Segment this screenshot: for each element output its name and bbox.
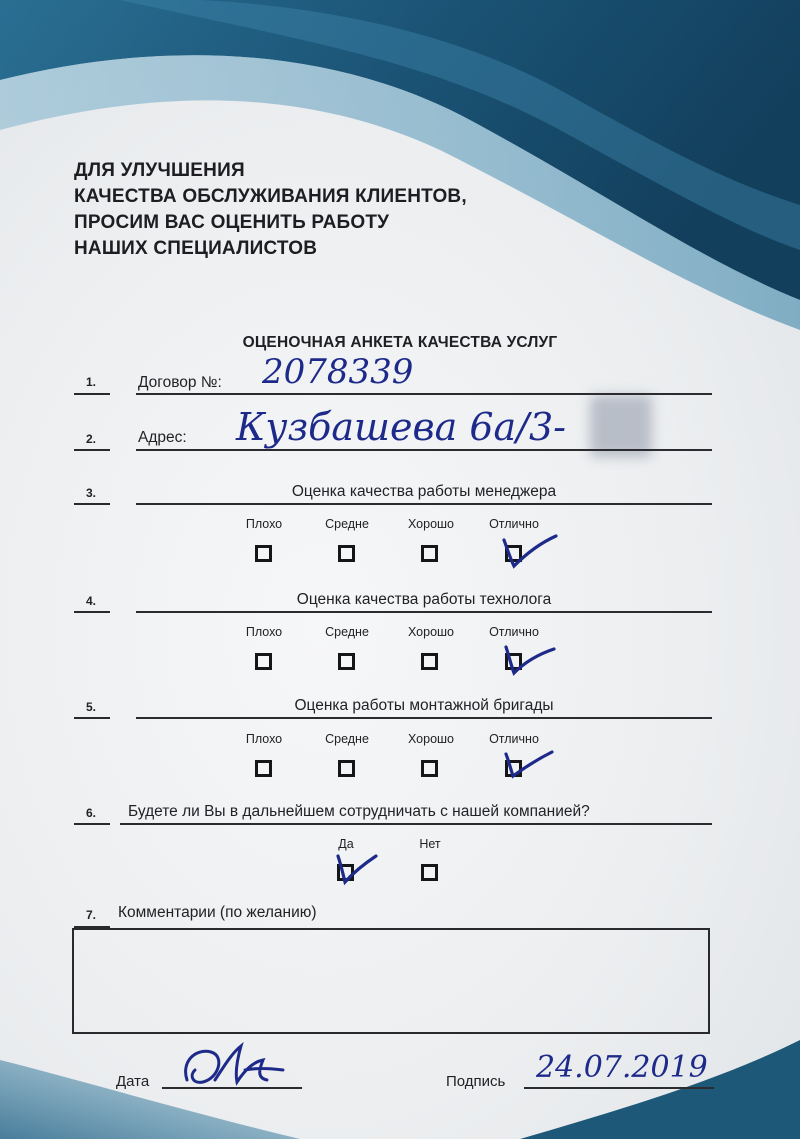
- option-label: Отлично: [489, 625, 539, 639]
- date-label: Дата: [116, 1073, 150, 1090]
- section-line: [136, 503, 712, 505]
- item-number: 2.: [85, 432, 96, 446]
- form-header: [74, 158, 467, 262]
- check-mark-icon: [498, 742, 560, 784]
- header-line: ПРОСИМ ВАС ОЦЕНИТЬ РАБОТУ: [74, 212, 390, 233]
- option-label: Отлично: [489, 732, 539, 746]
- number-underline: [74, 393, 110, 395]
- option-label: Да: [338, 837, 354, 851]
- form-title: ОЦЕНОЧНАЯ АНКЕТА КАЧЕСТВА УСЛУГ: [242, 334, 558, 351]
- number-underline: [74, 611, 110, 613]
- signature-line: [524, 1087, 714, 1089]
- contract-line: [136, 393, 712, 395]
- checkbox-poor[interactable]: [255, 653, 272, 670]
- signature-label: Подпись: [446, 1073, 506, 1090]
- signature-field[interactable]: 24.07.2019: [536, 1050, 708, 1085]
- header-line: ДЛЯ УЛУЧШЕНИЯ: [74, 160, 245, 181]
- number-underline: [74, 503, 110, 505]
- checkbox-good[interactable]: [421, 545, 438, 562]
- section-title-technologist: Оценка качества работы технолога: [296, 591, 552, 608]
- address-line: [136, 449, 712, 451]
- checkbox-average[interactable]: [338, 760, 355, 777]
- section-title-manager: Оценка качества работы менеджера: [291, 483, 557, 500]
- redacted-area: [590, 395, 652, 457]
- header-line: КАЧЕСТВА ОБСЛУЖИВАНИЯ КЛИЕНТОВ,: [74, 186, 467, 207]
- address-label: Адрес:: [138, 429, 187, 446]
- header-line: НАШИХ СПЕЦИАЛИСТОВ: [74, 238, 318, 259]
- option-label: Плохо: [245, 517, 283, 531]
- option-label: Средне: [325, 625, 369, 639]
- check-mark-icon: [330, 846, 382, 888]
- item-number: 7.: [85, 908, 96, 922]
- option-label: Хорошо: [407, 517, 455, 531]
- number-underline: [74, 823, 110, 825]
- section-title-installation-team: Оценка работы монтажной бригады: [294, 697, 554, 714]
- contract-label: Договор №:: [138, 374, 222, 391]
- option-label: Средне: [325, 732, 369, 746]
- item-number: 1.: [85, 375, 96, 389]
- item-number: 6.: [85, 806, 96, 820]
- address-field[interactable]: Кузбашева 6а/3-: [236, 405, 567, 449]
- comments-field[interactable]: [72, 928, 710, 1034]
- section-line: [136, 717, 712, 719]
- contract-number-field[interactable]: 2078339: [262, 352, 414, 392]
- checkbox-no[interactable]: [421, 864, 438, 881]
- option-label: Средне: [325, 517, 369, 531]
- option-label: Плохо: [245, 732, 283, 746]
- question-line: [120, 823, 712, 825]
- comments-label: Комментарии (по желанию): [118, 904, 317, 921]
- item-number: 5.: [85, 700, 96, 714]
- option-label: Хорошо: [407, 625, 455, 639]
- checkbox-poor[interactable]: [255, 545, 272, 562]
- checkbox-good[interactable]: [421, 760, 438, 777]
- handwritten-date-scribble: [175, 1040, 295, 1092]
- option-label: Плохо: [245, 625, 283, 639]
- section-line: [136, 611, 712, 613]
- checkbox-good[interactable]: [421, 653, 438, 670]
- checkbox-average[interactable]: [338, 653, 355, 670]
- number-underline: [74, 717, 110, 719]
- number-underline: [74, 449, 110, 451]
- cooperation-question: Будете ли Вы в дальнейшем сотрудничать с нашей компанией?: [128, 803, 590, 820]
- checkbox-average[interactable]: [338, 545, 355, 562]
- option-label: Хорошо: [407, 732, 455, 746]
- option-label: Отлично: [489, 517, 539, 531]
- item-number: 4.: [85, 594, 96, 608]
- check-mark-icon: [498, 528, 560, 570]
- check-mark-icon: [498, 637, 560, 679]
- item-number: 3.: [85, 486, 96, 500]
- option-label: Нет: [419, 837, 441, 851]
- checkbox-poor[interactable]: [255, 760, 272, 777]
